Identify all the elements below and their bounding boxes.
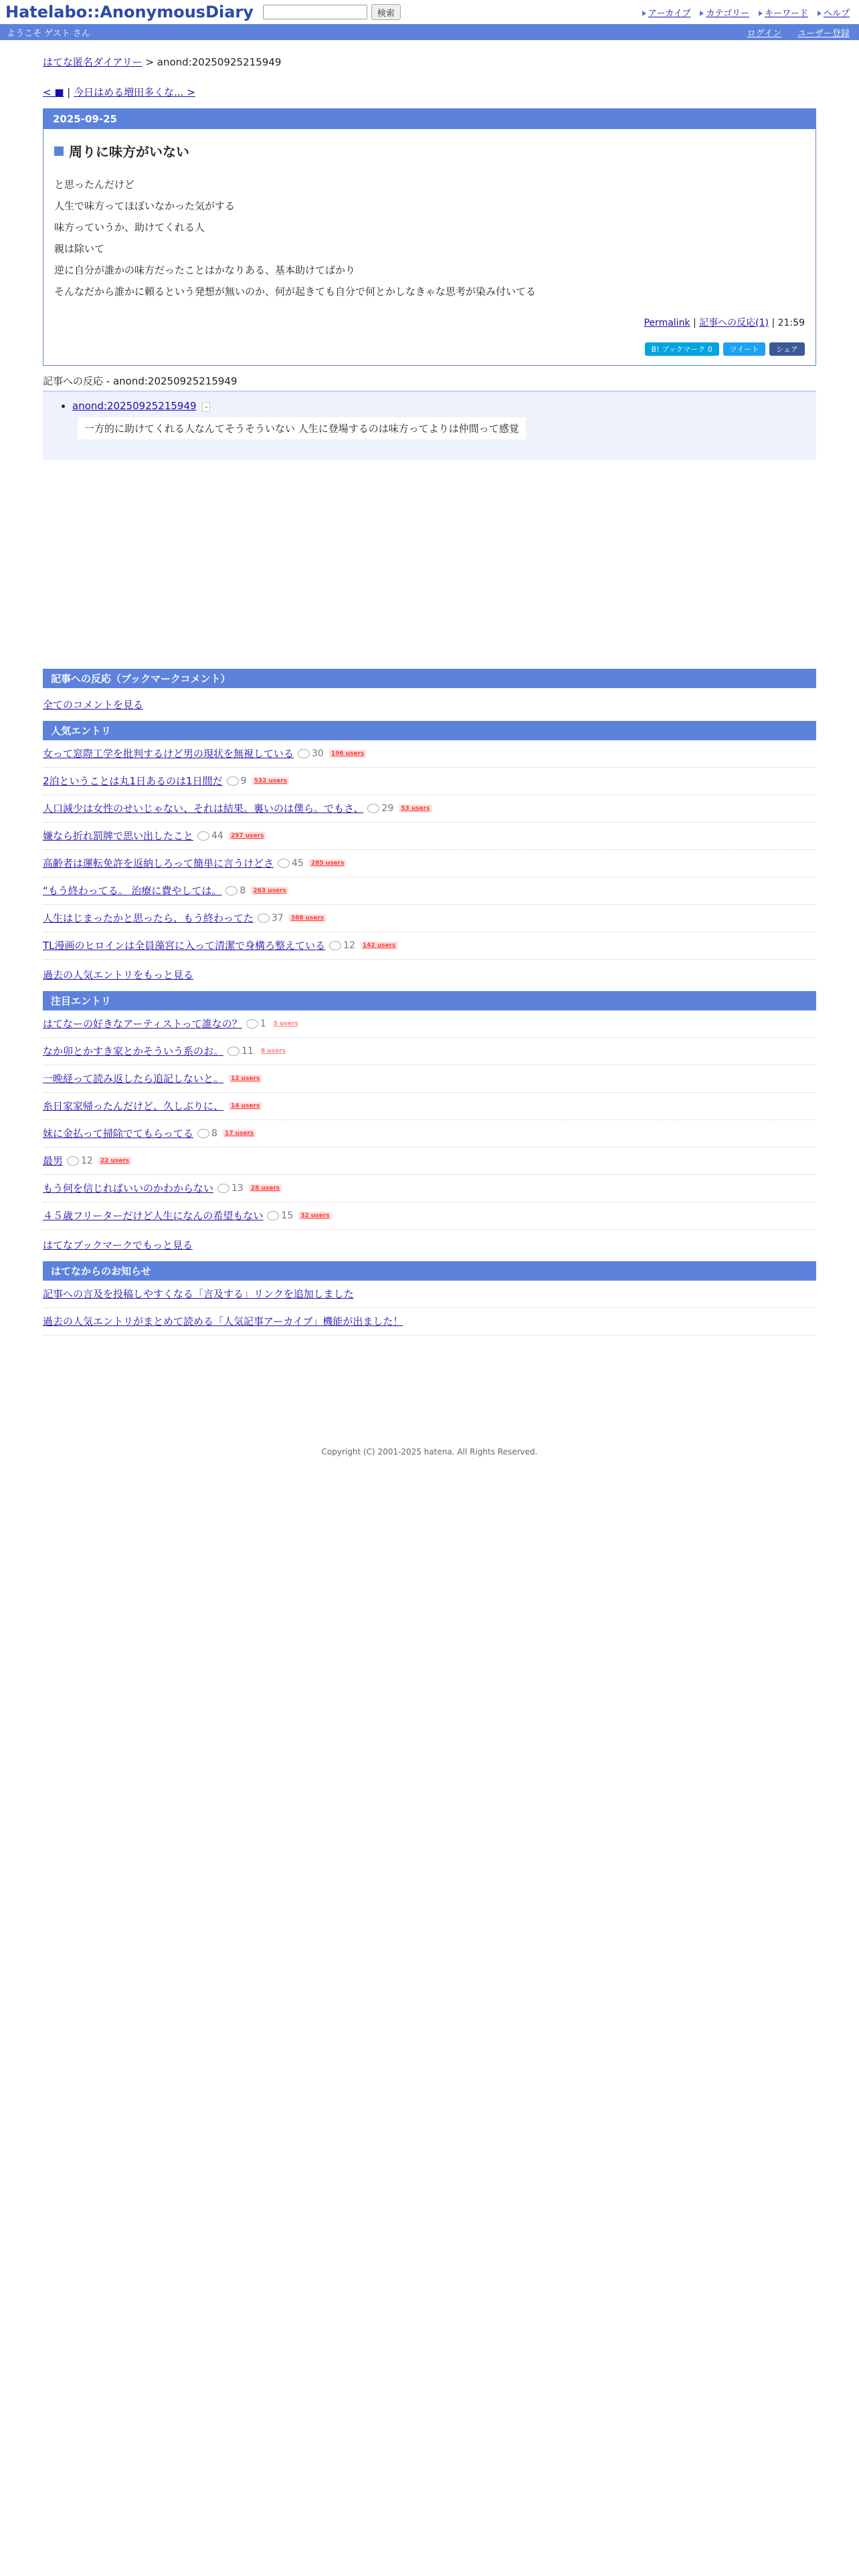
count-value: 15	[281, 1210, 294, 1221]
comment-count[interactable]	[227, 776, 247, 786]
list-item	[43, 1148, 816, 1175]
reaction-quote: 一方的に助けてくれる人なんてそうそういない 人生に登場するのは味方ってよりは仲間って感覚	[78, 417, 526, 439]
reactions-title: 記事への反応 - anond:20250925215949	[43, 375, 237, 387]
welcome-bar	[0, 24, 859, 40]
nav-help[interactable]: ヘルプ	[818, 6, 850, 19]
footer-separator: |	[693, 318, 696, 328]
entry-title-text: 周りに味方がいない	[69, 144, 189, 160]
list-item	[43, 1175, 816, 1202]
popular-entries-list	[43, 740, 816, 960]
comment-count[interactable]	[367, 803, 393, 814]
comment-count[interactable]	[278, 858, 304, 869]
count-value: 45	[292, 857, 304, 869]
users-badge[interactable]: 297 users	[229, 832, 266, 840]
comment-count[interactable]	[67, 1156, 93, 1166]
users-badge[interactable]: 196 users	[329, 750, 367, 758]
users-badge[interactable]: 14 users	[229, 1102, 262, 1110]
comment-bubble-icon	[197, 831, 209, 841]
users-badge[interactable]: 5 users	[273, 1020, 298, 1027]
list-item	[43, 850, 816, 877]
notice-link[interactable]: 過去の人気エントリがまとめて読める「人気記事アーカイブ」機能が出ました！	[43, 1315, 403, 1327]
entry-link[interactable]: 人口減少は女性のせいじゃない、それは結果。裏いのは僕ら。でもさ、	[43, 802, 364, 815]
title-square-icon	[54, 146, 64, 156]
entry-link[interactable]: なか卯とかすき家とかそういう系のお。	[43, 1045, 224, 1057]
popular-entries-header: 人気エントリ	[43, 721, 816, 740]
comment-bubble-icon	[217, 1184, 229, 1193]
entry-link[interactable]: 糸日家家帰ったんだけど、久しぶりに、	[43, 1100, 224, 1112]
list-item	[43, 877, 816, 905]
site-logo[interactable]: Hatelabo::AnonymousDiary	[5, 3, 254, 21]
tweet-button[interactable]: ツイート	[723, 342, 765, 356]
comment-bubble-icon	[267, 1211, 279, 1220]
comment-bubble-icon	[225, 886, 237, 895]
count-value: 12	[81, 1155, 93, 1166]
day-date: 2025-09-25	[43, 109, 816, 129]
list-item	[43, 795, 816, 823]
breadcrumb-root[interactable]: はてな匿名ダイアリー	[43, 56, 142, 68]
comment-bubble-icon	[329, 941, 341, 950]
count-value: 8	[211, 1128, 217, 1139]
entry-time: 21:59	[777, 318, 805, 328]
count-value: 44	[211, 830, 223, 841]
list-item	[43, 1065, 816, 1093]
reaction-toggle[interactable]: -	[202, 402, 210, 412]
reaction-link[interactable]: anond:20250925215949	[72, 400, 197, 412]
entry-link[interactable]: もう何を信じればいいのかわからない	[43, 1182, 214, 1194]
list-item	[43, 740, 816, 768]
entry-link[interactable]: “もう終わってる。 治療に費やしては。	[43, 885, 222, 897]
pager	[43, 85, 816, 99]
count-value: 13	[231, 1182, 244, 1194]
comment-bubble-icon	[197, 1129, 209, 1138]
users-badge[interactable]: 388 users	[289, 914, 326, 922]
users-badge[interactable]: 28 users	[249, 1184, 282, 1192]
users-badge[interactable]: 22 users	[98, 1157, 131, 1165]
entry-link[interactable]: はてなーの好きなアーティストって誰なの？	[43, 1018, 242, 1030]
comment-bubble-icon	[278, 859, 290, 868]
comment-bubble-icon	[258, 914, 270, 923]
share-buttons	[54, 342, 805, 358]
count-value: 1	[260, 1018, 266, 1029]
comment-count[interactable]	[227, 1046, 254, 1057]
welcome-text: ようこそ ゲスト さん	[7, 28, 90, 39]
breadcrumb	[43, 55, 816, 69]
list-item	[43, 768, 816, 795]
entry-footer	[54, 316, 805, 329]
more-popular-link[interactable]: 過去の人気エントリをもっと見る	[43, 969, 194, 981]
list-item	[43, 905, 816, 932]
count-value: 11	[242, 1045, 254, 1057]
hatena-bookmark-button[interactable]: B! ブックマーク 0	[645, 342, 719, 356]
comment-count[interactable]	[217, 1183, 244, 1194]
diary-entry	[43, 129, 816, 365]
pager-separator: |	[67, 86, 71, 98]
comment-count[interactable]	[329, 940, 355, 951]
login-link[interactable]: ログイン	[747, 28, 781, 39]
entry-link[interactable]: 高齢者は運転免許を返納しろって簡単に言うけどさ	[43, 857, 274, 869]
top-nav	[642, 6, 854, 19]
register-link[interactable]: ユーザー登録	[797, 28, 850, 39]
entry-link[interactable]: 一晩経って読み返したら追記しないと。	[43, 1073, 224, 1085]
comment-count[interactable]	[246, 1018, 266, 1029]
comment-count[interactable]	[298, 748, 324, 759]
entry-line: と思ったんだけど	[54, 179, 135, 191]
breadcrumb-separator: >	[145, 56, 155, 68]
list-item	[43, 1202, 816, 1230]
comment-bubble-icon	[367, 804, 379, 813]
facebook-share-button[interactable]: シェア	[769, 342, 805, 356]
users-badge[interactable]: 12 users	[229, 1075, 262, 1083]
count-value: 30	[312, 748, 324, 759]
list-item	[43, 1038, 816, 1065]
users-badge[interactable]: 53 users	[399, 804, 432, 813]
entry-line: そんなだから誰かに頼るという発想が無いのか、何が起きても自分で何とかしなきゃな思考が染み付いてる	[54, 286, 537, 298]
entry-link[interactable]: 女って窓際工学を批判するけど男の現状を無視している	[43, 748, 294, 760]
users-badge[interactable]: 532 users	[252, 777, 290, 785]
comment-bubble-icon	[227, 776, 239, 786]
featured-entries-list	[43, 1010, 816, 1230]
entry-link[interactable]: 人生はじまったかと思ったら、もう終わってた	[43, 912, 254, 924]
list-item	[43, 1093, 816, 1120]
list-item	[43, 1308, 816, 1335]
comment-count[interactable]	[197, 831, 223, 841]
count-value: 9	[240, 775, 247, 786]
list-item	[43, 1120, 816, 1148]
pager-prev[interactable]: < ■	[43, 86, 64, 98]
entry-link[interactable]: 妹に金払って掃除でてもらってる	[43, 1128, 194, 1140]
top-bar	[0, 0, 859, 24]
comment-count[interactable]	[225, 885, 246, 896]
count-value: 29	[381, 802, 394, 814]
entry-title[interactable]	[54, 141, 805, 160]
footer-separator: |	[771, 318, 775, 328]
breadcrumb-current: anond:20250925215949	[157, 56, 282, 68]
users-badge[interactable]: 263 users	[251, 887, 288, 895]
count-value: 12	[343, 940, 355, 951]
entry-line: 親は除いて	[54, 243, 105, 255]
comment-count[interactable]	[258, 913, 284, 924]
comment-bubble-icon	[67, 1156, 79, 1166]
ad-space	[43, 460, 816, 659]
entry-line: 逆に自分が誰かの味方だったことはかなりある、基本助けてばかり	[54, 264, 356, 276]
pager-next[interactable]: 今日はめる増田多くな... >	[74, 86, 195, 98]
notice-link[interactable]: 記事への言及を投稿しやすくなる「言及する」リンクを追加しました	[43, 1288, 354, 1300]
search-button[interactable]: 検索	[371, 4, 401, 20]
list-item	[43, 1010, 816, 1038]
list-item	[43, 1281, 816, 1308]
users-badge[interactable]: 142 users	[361, 942, 398, 950]
users-badge[interactable]: 32 users	[298, 1212, 331, 1220]
count-value: 37	[271, 912, 284, 924]
comment-count[interactable]	[267, 1210, 293, 1221]
more-featured-link[interactable]: はてなブックマークでもっと見る	[43, 1239, 193, 1251]
nav-category[interactable]: カテゴリー	[700, 6, 749, 19]
entry-link[interactable]: 2泊ということは丸1日あるのは1日間だ	[43, 775, 223, 787]
all-comments-link[interactable]: 全てのコメントを見る	[43, 699, 144, 711]
list-item	[43, 823, 816, 850]
bookmark-comments-header: 記事への反応（ブックマークコメント）	[43, 669, 816, 688]
users-badge[interactable]: 285 users	[309, 859, 347, 867]
notices-list	[43, 1281, 816, 1335]
entry-link[interactable]: TL漫画のヒロインは全員藻宮に入って清潔で身構ろ整えている	[43, 940, 326, 952]
entry-line: 味方っていうか、助けてくれる人	[54, 221, 205, 233]
users-badge[interactable]: 17 users	[223, 1130, 256, 1138]
entry-link[interactable]: ４５歳フリーターだけど人生になんの希望もない	[43, 1210, 264, 1222]
permalink[interactable]: Permalink	[644, 318, 690, 328]
reaction-item	[72, 400, 816, 439]
nav-keyword[interactable]: キーワード	[759, 6, 808, 19]
comment-bubble-icon	[246, 1019, 258, 1029]
comment-count[interactable]	[197, 1128, 217, 1139]
list-item	[43, 932, 816, 960]
comment-bubble-icon	[227, 1047, 240, 1056]
nav-archive[interactable]: アーカイブ	[642, 6, 691, 19]
reactions-link[interactable]: 記事への反応(1)	[699, 318, 769, 328]
featured-entries-header: 注目エントリ	[43, 991, 816, 1010]
diary-day	[43, 108, 816, 366]
users-badge[interactable]: 8 users	[260, 1047, 286, 1055]
notices-header: はてなからのお知らせ	[43, 1261, 816, 1281]
copyright: Copyright (C) 2001-2025 hatena. All Rights Reserved.	[321, 1447, 538, 1457]
comment-bubble-icon	[298, 749, 310, 758]
main-content	[43, 40, 816, 1335]
count-value: 8	[240, 885, 246, 896]
entry-link[interactable]: 嫌なら折れ罰牌で思い出したこと	[43, 830, 194, 842]
search-input[interactable]	[263, 5, 367, 19]
entry-link[interactable]: 最男	[43, 1155, 64, 1167]
entry-line: 人生で味方ってほぼいなかった気がする	[54, 200, 235, 212]
reactions-panel	[43, 391, 816, 460]
